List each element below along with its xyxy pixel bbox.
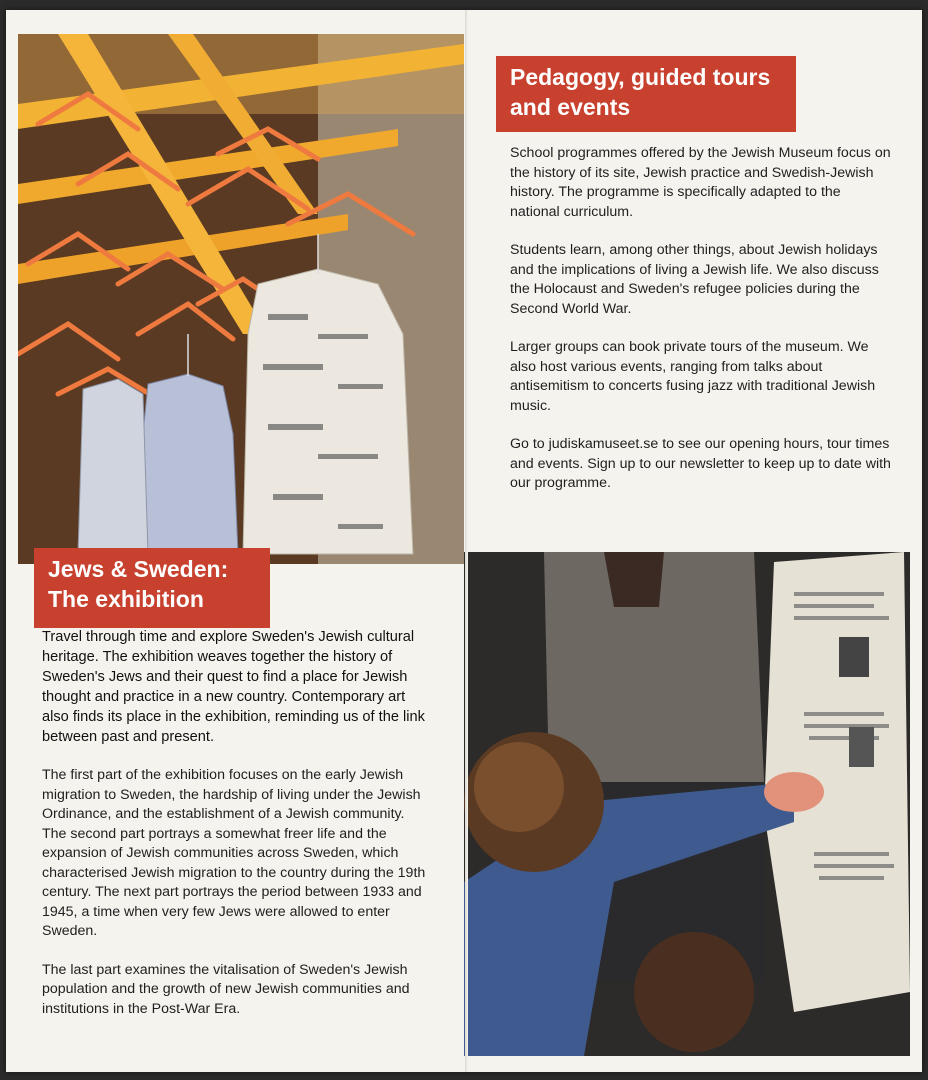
pedagogy-paragraph: Go to judiskamuseet.se to see our opening hours, tour times and events. Sign up to our newsletter to keep up to date with our programme.	[510, 436, 891, 491]
exhibition-heading	[34, 548, 270, 628]
exhibition-heading-line2: The exhibition	[48, 586, 204, 612]
pedagogy-heading-line2: and events	[510, 94, 631, 120]
exhibition-lead: Travel through time and explore Sweden's Jewish cultural heritage. The exhibition weaves together the history of Sweden's Jews and their quest to find a place for Jewish thought and practice in a new country. Contemporary art also finds its place in the exhibition, reminding us of the link between past and present.	[42, 629, 425, 745]
exhibition-paragraph: The last part examines the vitalisation of Sweden's Jewish population and the growth of new Jewish communities and institutions in the Post-War Era.	[42, 961, 410, 1017]
exhibition-heading-line1: Jews & Sweden:	[48, 556, 229, 582]
pedagogy-paragraph: School programmes offered by the Jewish Museum focus on the history of its site, Jewish practice and Swedish-Jewish history. The programme is specifically adapted to the national curriculum.	[510, 145, 891, 220]
hangers-illustration	[18, 34, 464, 564]
pedagogy-text	[510, 144, 892, 513]
pedagogy-paragraph: Larger groups can book private tours of the museum. We also host various events, ranging from talks about antisemitism to concerts fusing jazz with traditional Jewish music.	[510, 339, 876, 414]
students-illustration	[464, 552, 910, 1056]
pedagogy-paragraph: Students learn, among other things, about Jewish holidays and the implications of living a Jewish life. We also discuss the Holocaust and Sweden's refugee policies during the Second World War.	[510, 242, 879, 317]
exhibition-text	[42, 627, 432, 1038]
page-fold	[465, 10, 468, 1072]
exhibition-hangers-photo	[18, 34, 464, 564]
exhibition-paragraph: The first part of the exhibition focuses on the early Jewish migration to Sweden, the hardship of living under the Jewish Ordinance, and the establishment of a Jewish community. The second part portrays a somewhat freer life and the expansion of Jewish communities across Sweden, which characterised Jewish migration to the country during the 19th century. The next part portrays the period between 1933 and 1945, a time when very few Jews were allowed to enter Sweden.	[42, 767, 426, 939]
pedagogy-heading-line1: Pedagogy, guided tours	[510, 64, 771, 90]
brochure-spread	[6, 10, 922, 1072]
students-newspaper-photo	[464, 552, 910, 1056]
pedagogy-heading	[496, 56, 796, 132]
